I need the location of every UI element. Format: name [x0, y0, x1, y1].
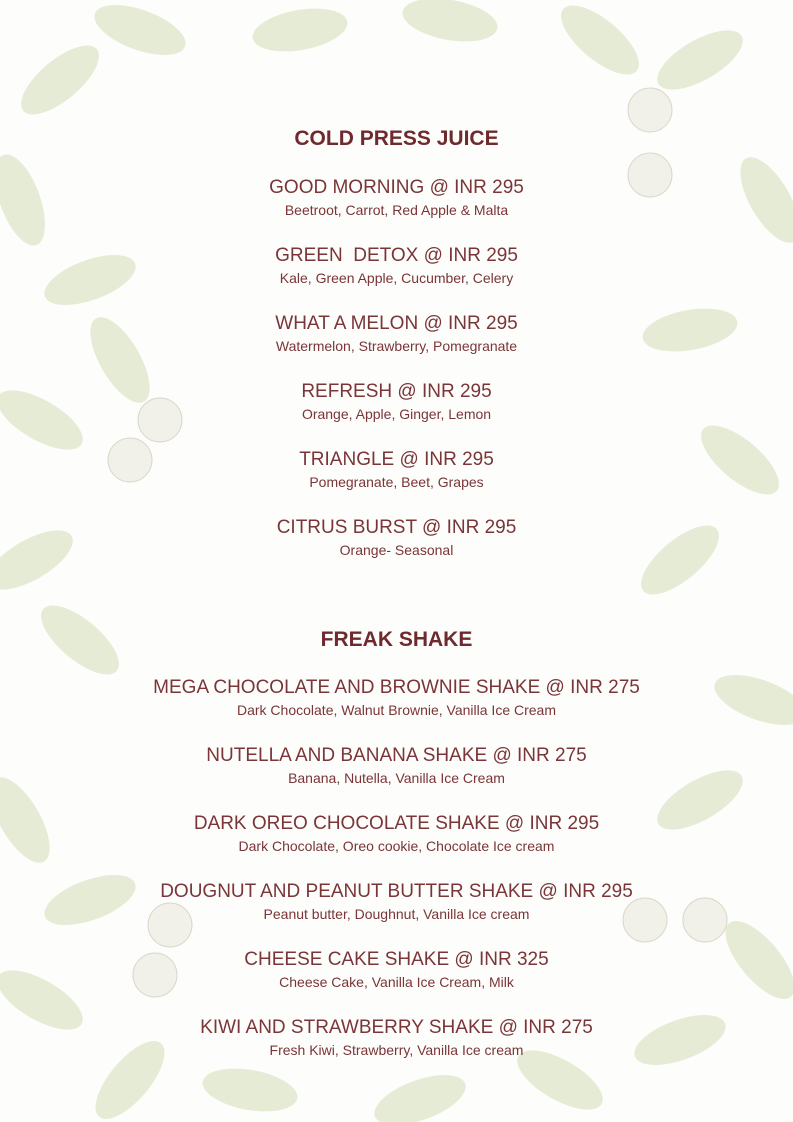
item-description: Peanut butter, Doughnut, Vanilla Ice cream	[263, 906, 530, 922]
leaf-icon	[88, 0, 192, 65]
item-description: Banana, Nutella, Vanilla Ice Cream	[288, 770, 505, 786]
menu-item	[0, 448, 793, 516]
item-name: KIWI AND STRAWBERRY SHAKE @ INR 275	[200, 1017, 593, 1038]
item-description: Dark Chocolate, Oreo cookie, Chocolate Ice cream	[238, 838, 555, 854]
menu-item	[0, 880, 793, 948]
menu-item	[0, 380, 793, 448]
item-description: Fresh Kiwi, Strawberry, Vanilla Ice cream	[269, 1042, 524, 1058]
item-description: Cheese Cake, Vanilla Ice Cream, Milk	[279, 974, 514, 990]
menu-item	[0, 744, 793, 812]
menu-item	[0, 676, 793, 744]
item-description: Kale, Green Apple, Cucumber, Celery	[279, 270, 514, 286]
item-description: Orange- Seasonal	[339, 542, 454, 558]
item-name: TRIANGLE @ INR 295	[299, 449, 494, 470]
item-name: DOUGNUT AND PEANUT BUTTER SHAKE @ INR 295	[160, 881, 633, 902]
item-name: MEGA CHOCOLATE AND BROWNIE SHAKE @ INR 275	[153, 677, 640, 698]
item-name: CITRUS BURST @ INR 295	[276, 517, 517, 538]
leaf-icon	[399, 0, 500, 48]
item-description: Pomegranate, Beet, Grapes	[309, 474, 484, 490]
menu-item	[0, 312, 793, 380]
item-description: Dark Chocolate, Walnut Brownie, Vanilla Ice Cream	[236, 702, 557, 718]
section-heading: COLD PRESS JUICE	[294, 127, 499, 150]
menu-item	[0, 948, 793, 1016]
menu-item	[0, 244, 793, 312]
item-description: Watermelon, Strawberry, Pomegranate	[275, 338, 518, 354]
section-freak-shake	[0, 627, 793, 1084]
item-name: DARK OREO CHOCOLATE SHAKE @ INR 295	[193, 813, 600, 834]
item-name: NUTELLA AND BANANA SHAKE @ INR 275	[206, 745, 587, 766]
item-name: GOOD MORNING @ INR 295	[269, 177, 524, 198]
menu-item	[0, 812, 793, 880]
menu	[0, 126, 793, 1084]
leaf-icon	[648, 19, 751, 102]
item-name: CHEESE CAKE SHAKE @ INR 325	[244, 949, 549, 970]
item-name: GREEN DETOX @ INR 295	[275, 245, 518, 266]
item-description: Orange, Apple, Ginger, Lemon	[301, 406, 492, 422]
menu-item	[0, 176, 793, 244]
item-description: Beetroot, Carrot, Red Apple & Malta	[284, 202, 509, 218]
section-heading: FREAK SHAKE	[320, 628, 473, 651]
menu-item	[0, 516, 793, 584]
item-name: REFRESH @ INR 295	[301, 381, 492, 402]
item-name: WHAT A MELON @ INR 295	[275, 313, 518, 334]
leaf-icon	[10, 34, 109, 126]
leaf-icon	[249, 2, 350, 58]
section-cold-press-juice	[0, 126, 793, 584]
menu-item	[0, 1016, 793, 1084]
leaf-icon	[550, 0, 649, 86]
